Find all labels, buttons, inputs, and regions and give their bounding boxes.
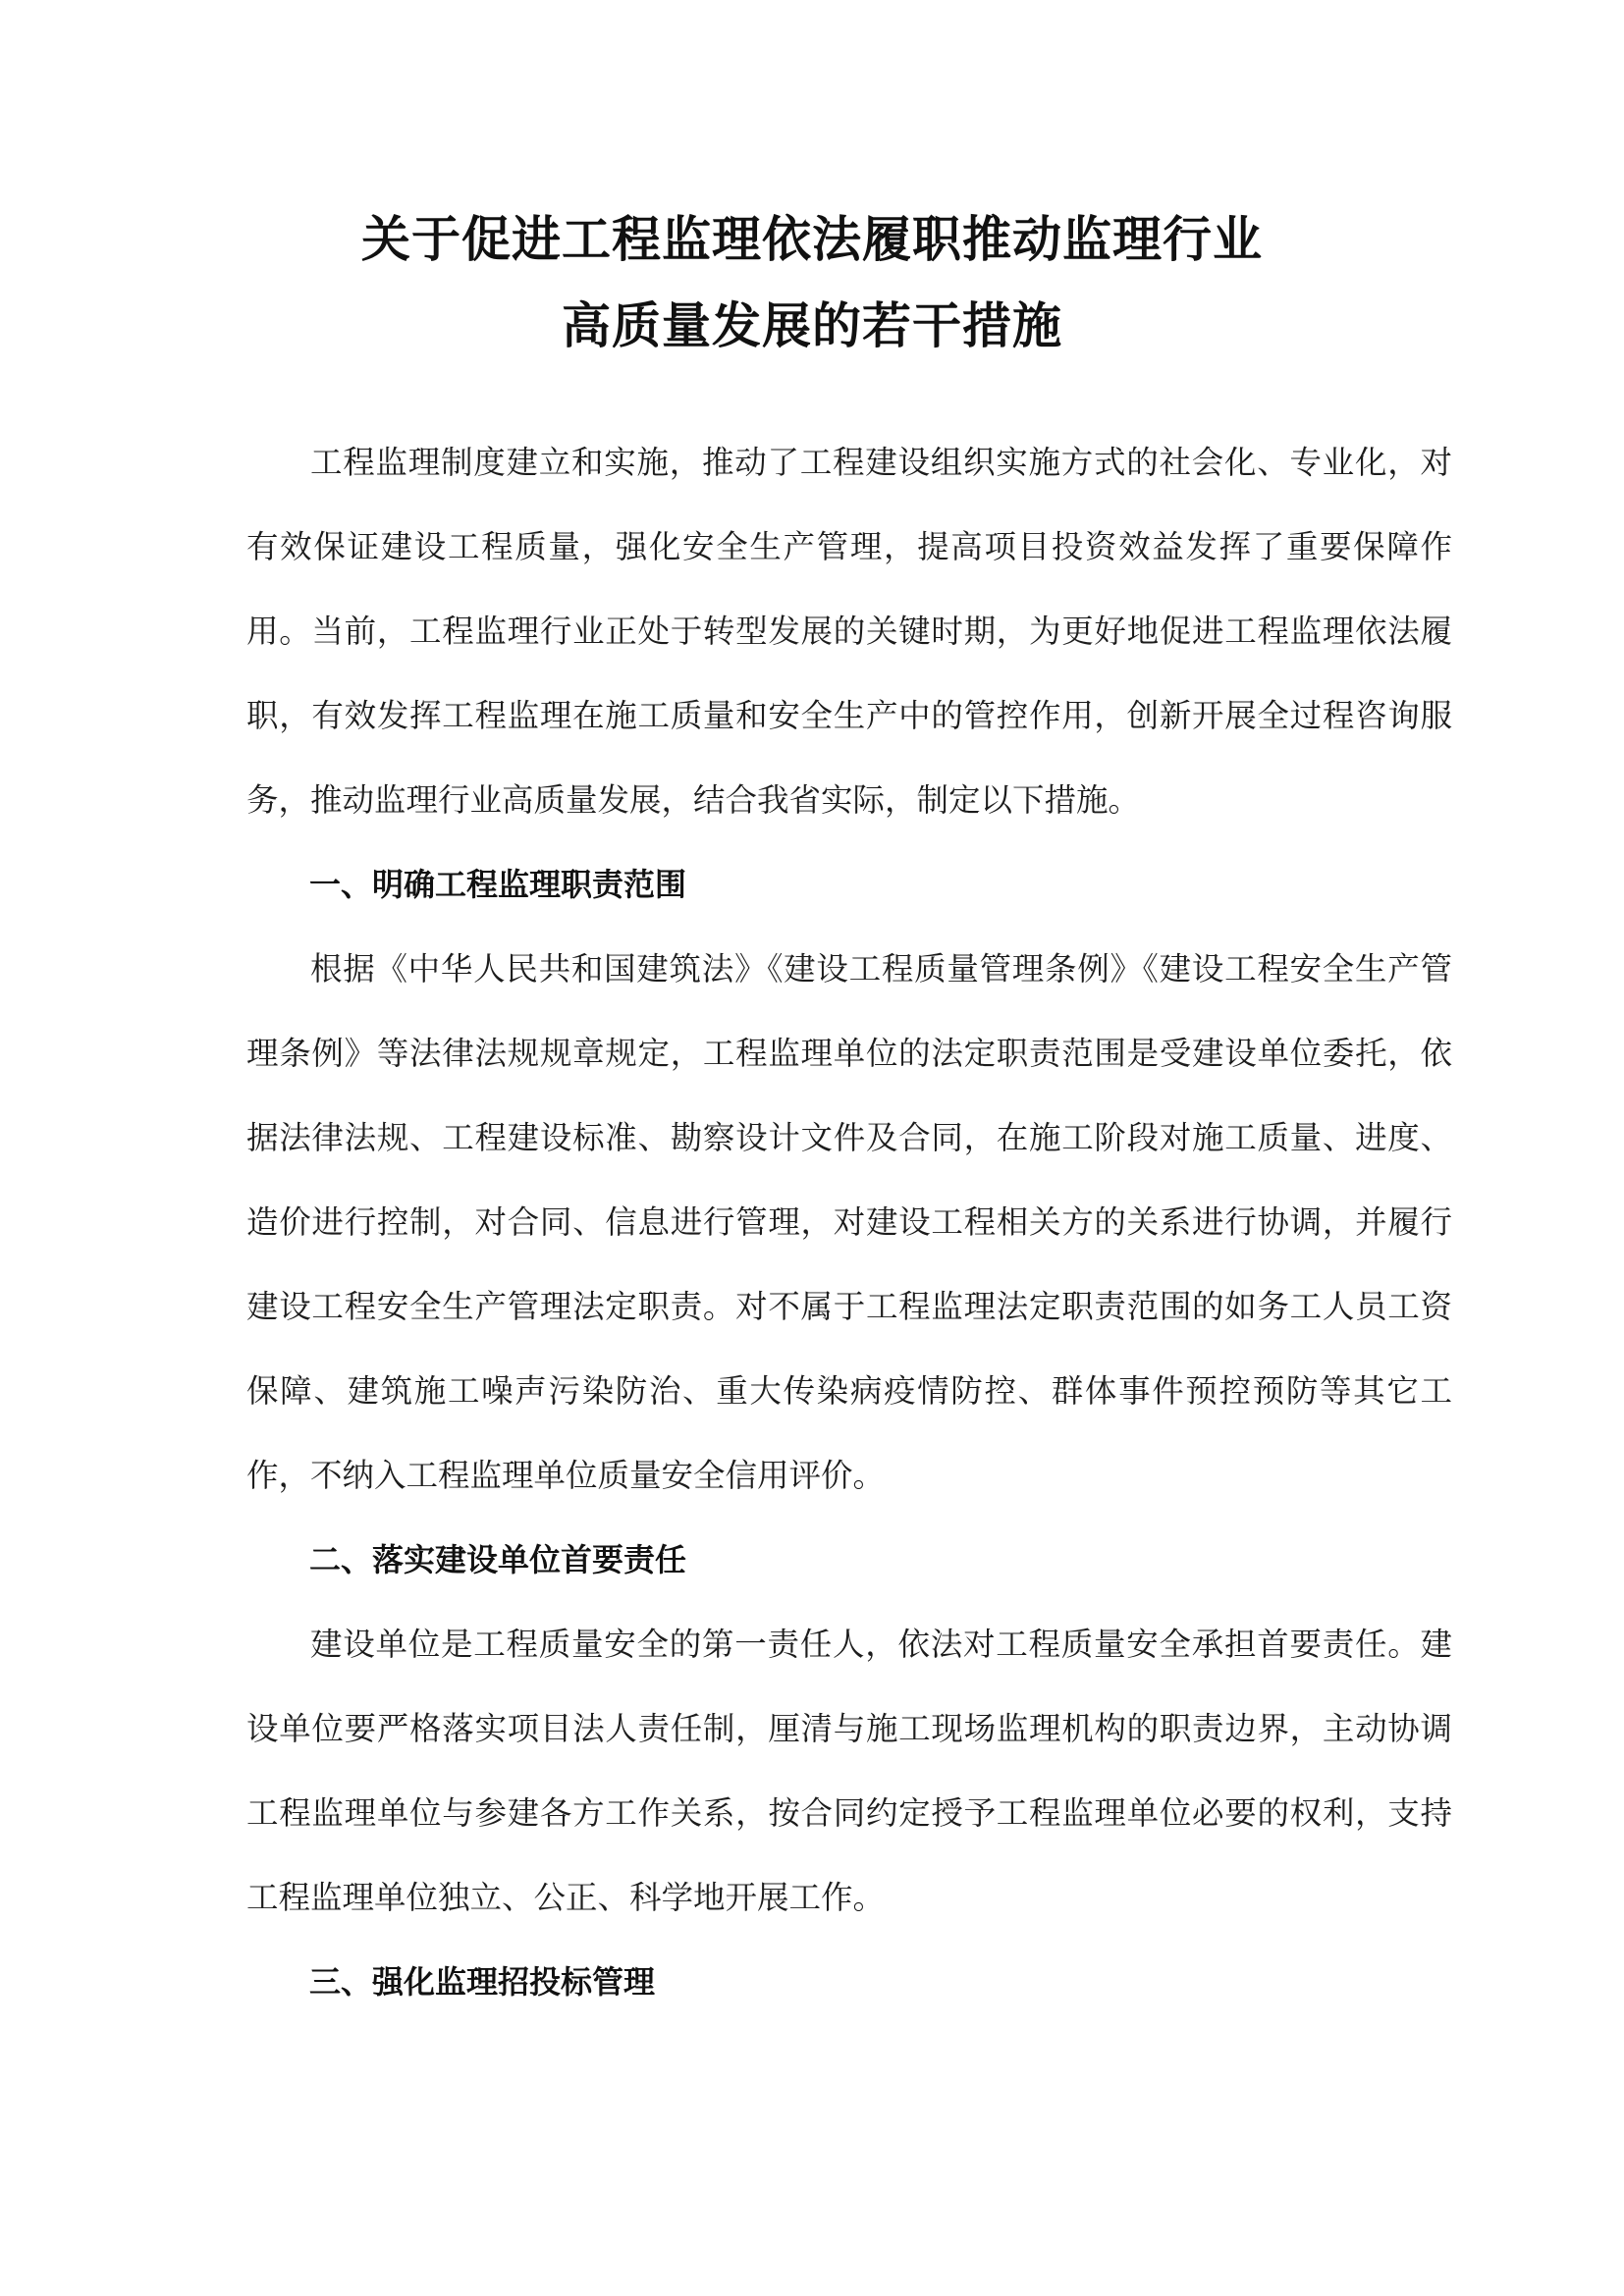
section-paragraph: 建设单位是工程质量安全的第一责任人，依法对工程质量安全承担首要责任。建设单位要严格落实项目法人责任制，厘清与施工现场监理机构的职责边界，主动协调工程监理单位与参建各方工作关系，按合同约定授予工程监理单位必要的权利，支持工程监理单位独立、公正、科学地开展工作。 xyxy=(246,1626,1452,1916)
section-heading: 一、明确工程监理职责范围 xyxy=(309,866,687,903)
document-title-line-2: 高质量发展的若干措施 xyxy=(562,297,1062,354)
section-1-body xyxy=(246,927,1452,1518)
intro-section xyxy=(246,420,1452,842)
section-3-heading-block xyxy=(246,1940,1452,2024)
section-heading: 二、落实建设单位首要责任 xyxy=(309,1541,687,1578)
section-1-heading-block xyxy=(246,842,1452,927)
intro-paragraph: 工程监理制度建立和实施，推动了工程建设组织实施方式的社会化、专业化，对有效保证建设工程质量，强化安全生产管理，提高项目投资效益发挥了重要保障作用。当前，工程监理行业正处于转型发展的关键时期，为更好地促进工程监理依法履职，有效发挥工程监理在施工质量和安全生产中的管控作用，创新开展全过程咨询服务，推动监理行业高质量发展，结合我省实际，制定以下措施。 xyxy=(246,444,1452,819)
section-paragraph: 根据《中华人民共和国建筑法》《建设工程质量管理条例》《建设工程安全生产管理条例》等法律法规规章规定，工程监理单位的法定职责范围是受建设单位委托，依据法律法规、工程建设标准、勘察设计文件及合同，在施工阶段对施工质量、进度、造价进行控制，对合同、信息进行管理，对建设工程相关方的关系进行协调，并履行建设工程安全生产管理法定职责。对不属于工程监理法定职责范围的如务工人员工资保障、建筑施工噪声污染防治、重大传染病疫情防控、群体事件预控预防等其它工作，不纳入工程监理单位质量安全信用评价。 xyxy=(246,950,1452,1494)
section-2-body xyxy=(246,1602,1452,1940)
section-2-heading-block xyxy=(246,1518,1452,1602)
document-title-line-1: 关于促进工程监理依法履职推动监理行业 xyxy=(361,211,1263,268)
section-heading: 三、强化监理招投标管理 xyxy=(309,1963,656,2001)
